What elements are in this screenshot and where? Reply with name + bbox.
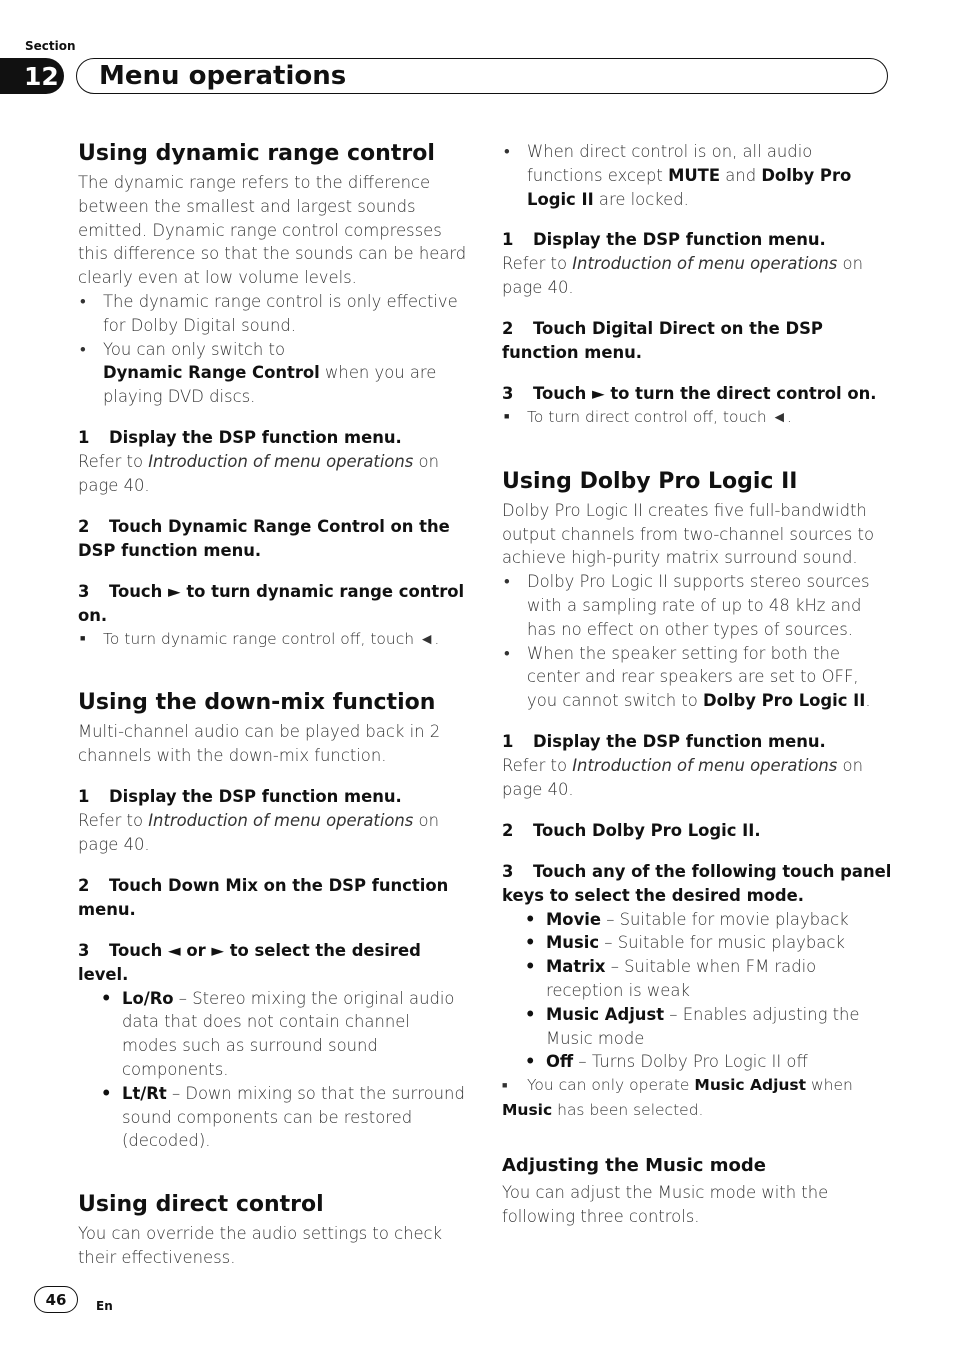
drc-bullets	[78, 290, 468, 409]
direct-note: ■ To turn direct control off, touch ◄.	[502, 406, 892, 430]
dolby-note: ■ You can only operate Music Adjust when Music has been selected.	[502, 1076, 853, 1119]
direct-intro: You can override the audio settings to check their effectiveness.	[78, 1224, 443, 1267]
dolby-intro: Dolby Pro Logic II creates five full-bandwidth output channels from two-channel sources to achieve high-purity matrix surround sound.	[502, 500, 875, 568]
heading-music-mode: Adjusting the Music mode	[502, 1154, 766, 1176]
page-title: Menu operations	[76, 58, 888, 94]
drc-refer: Refer to Introduction of menu operations on page 40.	[78, 451, 439, 495]
right-column	[502, 140, 892, 1228]
language-label: En	[96, 1299, 113, 1313]
drc-bullet-2-bold: Dynamic Range Control	[103, 363, 320, 383]
direct-step-3: 3 Touch ► to turn the direct control on.	[502, 383, 877, 403]
drc-step-1: 1 Display the DSP function menu.	[78, 427, 402, 447]
drc-note: ■ To turn dynamic range control off, touch ◄.	[78, 628, 468, 652]
refer-link: Introduction of menu operations	[148, 451, 414, 471]
direct-bullet: • When direct control is on, all audio functions except MUTE and Dolby Pro Logic II are locked.	[502, 140, 892, 211]
direct-step-2: 2 Touch Digital Direct on the DSP function menu.	[502, 318, 823, 362]
dolby-mode-movie: • Movie – Suitable for movie playback	[521, 908, 892, 932]
dolby-step-1: 1 Display the DSP function menu.	[502, 731, 826, 751]
downmix-options	[78, 987, 468, 1154]
refer-link: Introduction of menu operations	[572, 254, 838, 274]
dolby-step-3: 3 Touch any of the following touch panel keys to select the desired mode.	[502, 861, 892, 905]
dolby-bullet-2: • When the speaker setting for both the center and rear speakers are set to OFF, you cannot switch to Dolby Pro Logic II.	[502, 642, 892, 713]
downmix-step-1: 1 Display the DSP function menu.	[78, 786, 402, 806]
heading-dynamic-range: Using dynamic range control	[78, 141, 435, 166]
refer-link: Introduction of menu operations	[572, 755, 838, 775]
direct-refer: Refer to Introduction of menu operations on page 40.	[502, 254, 863, 298]
refer-link: Introduction of menu operations	[148, 810, 414, 830]
section-label: Section	[25, 39, 76, 53]
dolby-refer: Refer to Introduction of menu operations on page 40.	[502, 755, 863, 799]
page-number: 46	[34, 1286, 78, 1313]
dolby-step-2: 2 Touch Dolby Pro Logic II.	[502, 820, 761, 840]
downmix-step-3: 3 Touch ◄ or ► to select the desired level.	[78, 940, 421, 984]
dolby-mode-off: • Off – Turns Dolby Pro Logic II off	[521, 1050, 892, 1074]
dolby-mode-music: • Music – Suitable for music playback	[521, 931, 892, 955]
downmix-intro: Multi-channel audio can be played back in 2 channels with the down-mix function.	[78, 722, 441, 766]
dolby-mode-music-adjust: • Music Adjust – Enables adjusting the Music mode	[521, 1003, 892, 1051]
dolby-bullets	[502, 570, 892, 713]
downmix-step-2: 2 Touch Down Mix on the DSP function menu.	[78, 875, 449, 919]
downmix-option-lo-ro: • Lo/Ro – Stereo mixing the original audio data that does not contain channel modes such as surround sound components.	[97, 987, 468, 1082]
direct-step-1: 1 Display the DSP function menu.	[502, 230, 826, 250]
direct-bullets	[502, 140, 892, 211]
dolby-modes	[502, 908, 892, 1075]
downmix-refer: Refer to Introduction of menu operations on page 40.	[78, 810, 439, 854]
music-mode-intro: You can adjust the Music mode with the following three controls.	[502, 1182, 829, 1226]
section-number-badge: 12	[0, 58, 64, 94]
heading-dolby-pro-logic: Using Dolby Pro Logic II	[502, 468, 798, 494]
drc-bullet-1: • The dynamic range control is only effective for Dolby Digital sound.	[78, 290, 468, 338]
drc-step-2: 2 Touch Dynamic Range Control on the DSP function menu.	[78, 516, 450, 560]
drc-bullet-2: • You can only switch to Dynamic Range Control when you are playing DVD discs.	[78, 338, 468, 409]
left-column	[78, 140, 468, 1270]
drc-intro: The dynamic range refers to the difference between the smallest and largest sounds emitted. Dynamic range control compresses this difference so that the sounds can be heard clearly even at low volume levels.	[78, 173, 467, 288]
heading-down-mix: Using the down-mix function	[78, 690, 436, 716]
dolby-bullet-1: • Dolby Pro Logic II supports stereo sources with a sampling rate of up to 48 kHz and has no effect on other types of sources.	[502, 570, 892, 641]
downmix-option-lt-rt: • Lt/Rt – Down mixing so that the surround sound components can be restored (decoded).	[97, 1082, 468, 1153]
heading-direct-control: Using direct control	[78, 1192, 324, 1218]
dolby-mode-matrix: • Matrix – Suitable when FM radio reception is weak	[521, 955, 892, 1003]
square-bullet-icon: ■	[502, 1081, 508, 1092]
drc-step-3: 3 Touch ► to turn dynamic range control on.	[78, 581, 465, 625]
